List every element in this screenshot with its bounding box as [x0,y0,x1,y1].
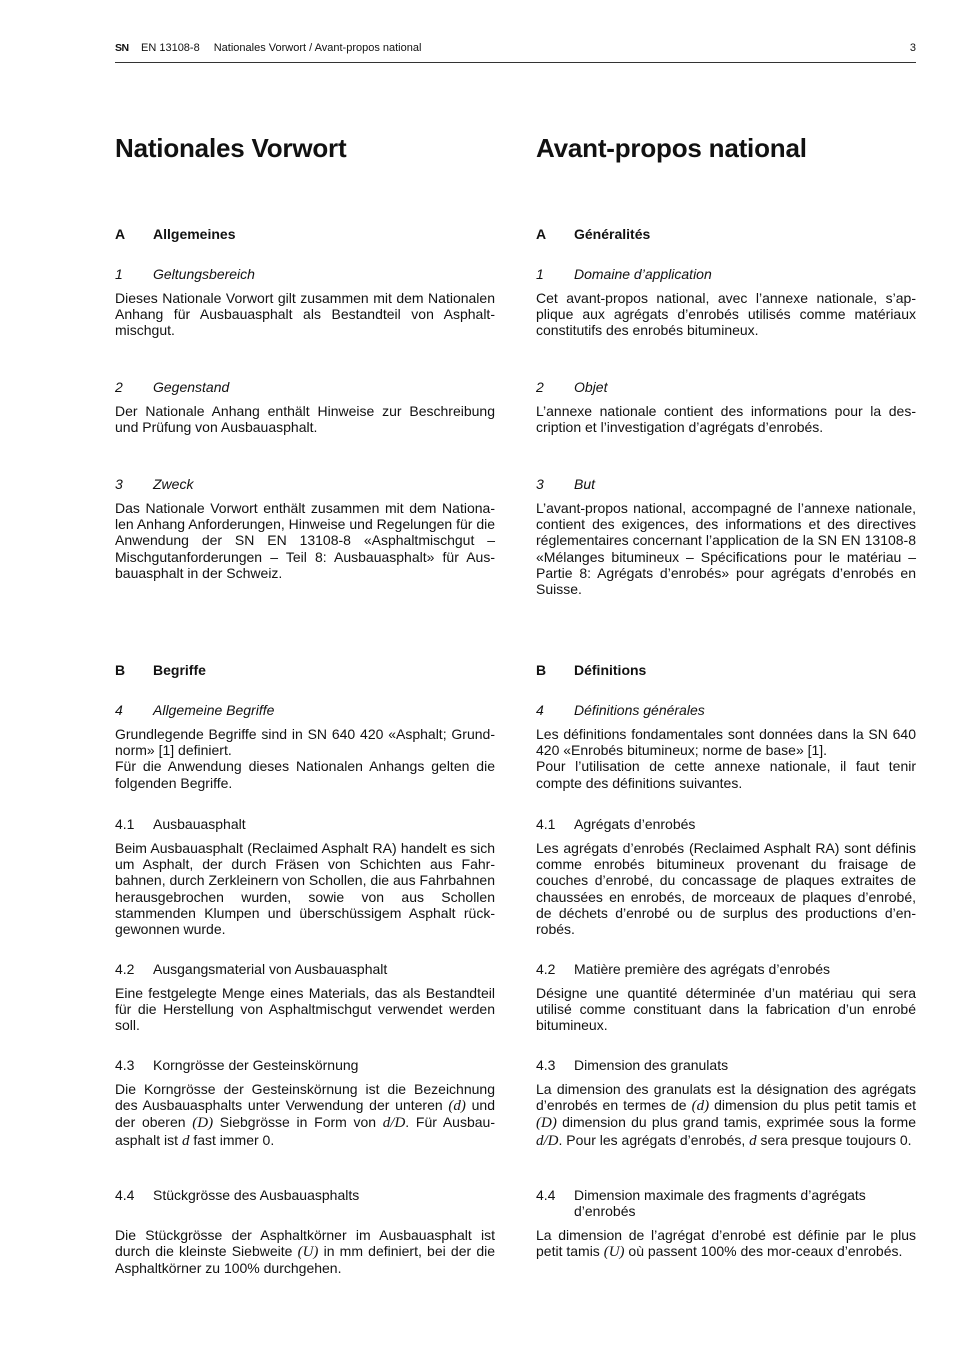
section-number: A [536,226,547,242]
subsection-number: 4.3 [115,1057,135,1073]
subsection-1-text-fr: Cet avant-propos national, avec l’annexe nationale, s’applique aux agrégats d’enrobés utilisés comme matériaux constitutifs des enrobés bitumineux. [536,290,916,339]
subsection-4-2-heading-fr [536,961,916,977]
subsection-label: Domaine d’application [574,266,712,282]
subsection-number: 4 [536,702,544,718]
subsection-2-text-fr: L’annexe nationale contient des informations pour la description et l’investigation d’agrégats d’enrobés. [536,403,916,436]
subsection-label: Allgemeine Begriffe [153,702,275,718]
subsection-number: 3 [536,476,544,492]
subsection-label: Zweck [153,476,194,492]
subsection-4-1-text-de: Beim Ausbauasphalt (Reclaimed Asphalt RA) handelt es sich um Asphalt, der durch Fräsen von Schichten aus Fahrbahnen, durch Zerkleinern von Schollen, die aus Fahrbahnen herausgebrochen wurden, sowie von aus Schollen stammenden Klumpen und überschüssigem Asphalt rückgewonnen wurde. [115,840,495,938]
paragraph: Für die Anwendung dieses Nationalen Anhangs gelten die folgenden Begriffe. [115,758,495,791]
subsection-label: Ausgangsmaterial von Ausbauasphalt [153,961,388,977]
subsection-number: 2 [536,379,544,395]
subsection-number: 4 [115,702,123,718]
page-number: 3 [909,42,916,54]
subsection-4-3-heading-fr [536,1057,916,1073]
section-a-heading-de [115,226,495,242]
subsection-label: Korngrösse der Gesteinskörnung [153,1057,359,1073]
section-label: Allgemeines [153,226,236,242]
subsection-3-text-de: Das Nationale Vorwort enthält zusammen mit dem Nationalen Anhang Anforderungen, Hinweise und Regelungen für die Anwendung der SN EN 13108-8 «Asphaltmischgut – Mischgutanforderungen – Teil 8: Ausbauasphalt» für Ausbauasphalt in der Schweiz. [115,500,495,581]
subsection-label: Matière première des agrégats d’enrobés [574,961,831,977]
subsection-2-text-de: Der Nationale Anhang enthält Hinweise zur Beschreibung und Prüfung von Ausbauasphalt. [115,403,495,436]
subsection-1-text-de: Dieses Nationale Vorwort gilt zusammen mit dem Nationalen Anhang für Ausbauasphalt als Bestandteil von Asphaltmischgut. [115,290,495,339]
subsection-number: 4.2 [115,961,135,977]
paragraph: Pour l’utilisation de cette annexe nationale, il faut tenir compte des définitions suivantes. [536,758,916,791]
section-b-heading-de [115,662,495,678]
section-b-heading-fr [536,662,916,678]
subsection-4-2-heading-de [115,961,495,977]
subsection-label: Objet [574,379,608,395]
page-header [115,42,916,63]
subsection-label: Dimension maximale des fragments d’agrégats d’enrobés [574,1187,866,1219]
subsection-4-2-text-fr: Désigne une quantité déterminée d’un matériau qui sera utilisé comme constituant dans la fabrication d’un enrobé bitumineux. [536,985,916,1034]
subsection-number: 4.3 [536,1057,556,1073]
subsection-1-heading-de [115,266,495,282]
subsection-4-4-text-de: Die Stückgrösse der Asphaltkörner im Ausbauasphalt ist durch die kleinste Siebweite (U) in mm definiert, bei der die Asphaltkörner zu 100% durchgehen. [115,1227,496,1277]
header-doc-id: EN 13108-8 [141,42,200,54]
subsection-number: 4.1 [536,816,556,832]
subsection-1-heading-fr [536,266,916,282]
section-number: B [536,662,547,678]
subsection-4-3-heading-de [115,1057,495,1073]
subsection-label: Gegenstand [153,379,230,395]
section-label: Begriffe [153,662,206,678]
subsection-3-heading-fr [536,476,916,492]
subsection-4-heading-fr [536,702,916,718]
section-number: A [115,226,126,242]
subsection-label: Ausbauasphalt [153,816,246,832]
subsection-2-heading-fr [536,379,916,395]
subsection-number: 1 [115,266,123,282]
paragraph: Les définitions fondamentales sont données dans la SN 640 420 «Enrobés bitumineux; norme de base» [1]. [536,726,916,759]
paragraph: Grundlegende Begriffe sind in SN 640 420 «Asphalt; Grundnorm» [1] definiert. [115,726,495,759]
subsection-4-text-fr [536,726,916,791]
subsection-label: Définitions générales [574,702,705,718]
section-number: B [115,662,126,678]
subsection-number: 2 [115,379,123,395]
subsection-label: But [574,476,596,492]
subsection-label: Stückgrösse des Ausbauasphalts [153,1187,360,1203]
section-a-heading-fr [536,226,916,242]
subsection-4-1-text-fr: Les agrégats d’enrobés (Reclaimed Asphalt RA) sont définis comme enrobés bitumineux provenant du fraisage de couches d’enrobé, du concassage de plaques extraites de chaussées en enrobés, de morceaux de plaques d’enrobé, de déchets d’enrobé ou de surplus des productions d’enrobés. [536,840,916,938]
subsection-number: 4.4 [115,1187,135,1203]
subsection-4-1-heading-de [115,816,495,832]
header-title: Nationales Vorwort / Avant-propos national [213,42,422,54]
subsection-label: Geltungsbereich [153,266,255,282]
page-title-fr: Avant-propos national [536,133,807,163]
subsection-4-2-text-de: Eine festgelegte Menge eines Materials, das als Bestandteil für die Herstellung von Asphaltmischgut verwendet werden soll. [115,985,495,1034]
subsection-3-text-fr: L’avant-propos national, accompagné de l’annexe nationale, contient des exigences, des informations et des directives réglementaires concernant l’application de la SN EN 13108-8 «Mélanges bitumineux – Spécifications pour le matériau – Partie 8: Agrégats d’enrobés» pour agrégats d’enrobés en Suisse. [536,500,916,598]
subsection-4-text-de [115,726,495,791]
section-label: Généralités [574,226,651,242]
subsection-number: 4.1 [115,816,135,832]
subsection-label: Agrégats d’enrobés [574,816,696,832]
subsection-number: 1 [536,266,544,282]
subsection-3-heading-de [115,476,495,492]
subsection-4-3-text-de: Die Korngrösse der Gesteinskörnung ist die Bezeichnung des Ausbauasphalts unter Verwendung der unteren (d) und der oberen (D) Siebgrösse in Form von d/D. Für Ausbauasphalt ist d fast immer 0. [115,1081,495,1149]
subsection-2-heading-de [115,379,495,395]
subsection-number: 4.4 [536,1187,556,1203]
subsection-4-3-text-fr: La dimension des granulats est la désignation des agrégats d’enrobés en termes de (d) dimension du plus petit tamis et (D) dimension du plus grand tamis, exprimée sous la forme d/D. Pour les agrégats d’enrobés, d sera presque toujours 0. [536,1081,916,1149]
section-label: Définitions [574,662,647,678]
subsection-4-4-heading-fr [536,1187,916,1219]
subsection-4-4-text-fr: La dimension de l’agrégat d’enrobé est définie par le plus petit tamis (U) où passent 100% des mor-ceaux d’enrobés. [536,1227,916,1261]
subsection-4-4-heading-de [115,1187,495,1203]
subsection-label: Dimension des granulats [574,1057,729,1073]
page-title-de: Nationales Vorwort [115,133,347,163]
subsection-number: 4.2 [536,961,556,977]
subsection-4-heading-de [115,702,495,718]
subsection-4-1-heading-fr [536,816,916,832]
sn-logo: SN [115,42,129,54]
subsection-number: 3 [115,476,123,492]
